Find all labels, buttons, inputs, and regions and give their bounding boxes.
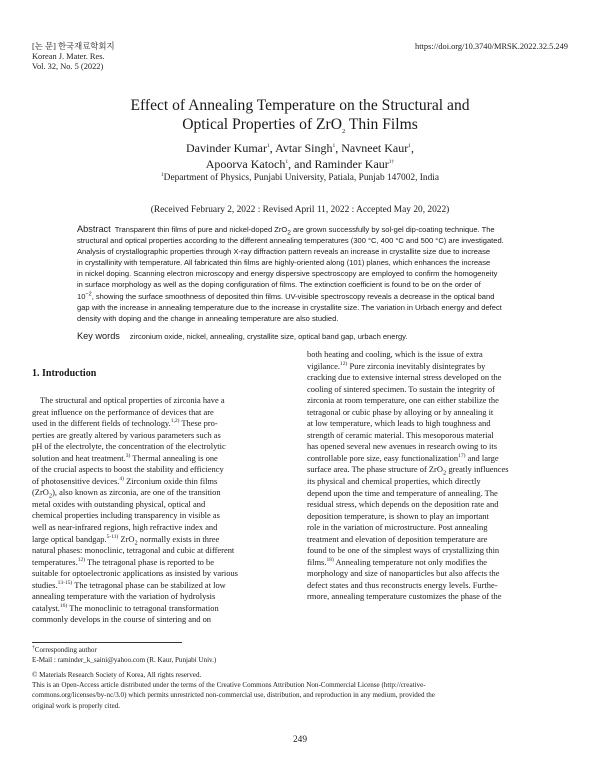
body-line: chemical properties including transparency in visible as bbox=[32, 510, 220, 521]
body-line: metal oxides with outstanding physical, optical and bbox=[32, 498, 206, 509]
body-line: at low temperature, which leads to high toughness and bbox=[307, 418, 491, 429]
body-line: both heating and cooling, which is the issue of extra bbox=[307, 349, 483, 359]
page-number: 249 bbox=[292, 735, 308, 745]
body-line: deposition temperature, is shown to play an important bbox=[307, 510, 489, 521]
abstract-line: Analysis of crystallographic properties through X-ray diffraction pattern reveals an increase in crystallite size due to increase bbox=[77, 247, 491, 257]
abstract-line: in crystallinity with temperature. All fabricated thin films are highly-oriented along (101) planes, which enhances the increase bbox=[77, 258, 491, 268]
author-line-2: Apoorva Katoch$^1$, and Raminder Kaur$^{1\dagger}$ bbox=[205, 157, 395, 171]
title-line-1: Effect of Annealing Temperature on the Structural and bbox=[130, 97, 470, 114]
body-line: surface area. The phase structure of ZrO$_2$ greatly influences bbox=[307, 464, 509, 478]
journal-header bbox=[32, 42, 115, 73]
body-line: natural phases: monoclinic, tetragonal and cubic at different bbox=[32, 545, 235, 556]
abstract-line: in nickel doping. Scanning electron microscopy and energy dispersive spectroscopy are employed to confirm the homogeneity bbox=[77, 269, 498, 279]
right-column bbox=[307, 349, 552, 603]
body-line: catalyst.$^{16)}$ The monoclinic to tetragonal transformation bbox=[32, 602, 219, 613]
license-block bbox=[32, 670, 569, 711]
author-line-1: Davinder Kumar$^1$, Avtar Singh$^1$, Navneet Kaur$^1$, bbox=[186, 141, 414, 155]
corresponding-email: E-Mail : raminder_k_saini@yahoo.com (R. Kaur, Punjabi Univ.) bbox=[32, 656, 217, 665]
footnote bbox=[32, 645, 216, 665]
body-line: of the crucial aspects to boost the stability and efficiency bbox=[32, 464, 224, 475]
abstract bbox=[77, 224, 527, 324]
abstract-line: Abstract Transparent thin films of pure and nickel-doped ZrO$_2$ are grown successfully by sol-gel dip-coating technique. The bbox=[77, 224, 495, 237]
journal-volume: Vol. 32, No. 5 (2022) bbox=[32, 62, 104, 72]
abstract-line: gap with the increase in annealing temperature due to the increase in crystallite size. The variation in Urbach energy and defect bbox=[77, 302, 502, 312]
received-dates: (Received February 2, 2022 : Revised April 11, 2022 : Accepted May 20, 2022) bbox=[150, 205, 450, 215]
body-line: (ZrO$_2$), also known as zirconia, are one of the transition bbox=[32, 487, 221, 501]
license-line: original work is properly cited. bbox=[32, 701, 121, 710]
affiliation: $^1$Department of Physics, Punjabi University, Patiala, Punjab 147002, India bbox=[160, 171, 440, 183]
corresponding-author: †Corresponding author bbox=[32, 644, 97, 654]
title-line-2: Optical Properties of ZrO$_2$ Thin Films bbox=[182, 116, 418, 136]
copyright-line: © Materials Research Society of Korea, All rights reserved. bbox=[32, 671, 202, 679]
body-line: of photosensitive devices.$^{4)}$ Zirconium oxide thin films bbox=[32, 475, 218, 486]
footnote-divider bbox=[32, 642, 182, 643]
body-line: suitable for optoelectronic applications as insisted by various bbox=[32, 568, 238, 579]
body-line: studies.$^{13-15)}$ The tetragonal phase can be stabilized at low bbox=[32, 579, 226, 590]
body-line: controllable pore size, easy functionalization$^{17)}$ and large bbox=[307, 452, 499, 463]
body-line: residual stress, which depends on the deposition rate and bbox=[307, 499, 499, 510]
author-list bbox=[0, 140, 600, 172]
keywords-label: Key words bbox=[77, 331, 120, 341]
body-line: strength of ceramic material. This mesoporous material bbox=[307, 429, 494, 440]
doi-link[interactable]: https://doi.org/10.3740/MRSK.2022.32.5.249 bbox=[415, 42, 568, 51]
body-line: depend upon the time and temperature of annealing. The bbox=[307, 487, 498, 498]
abstract-line: density with doping and the change in annealing temperature are also studied. bbox=[77, 313, 339, 323]
left-column bbox=[32, 395, 277, 626]
abstract-label: Abstract bbox=[77, 224, 111, 234]
body-line: pH of the electrolyte, the concentration of the electrolytic bbox=[32, 441, 226, 452]
body-line: annealing temperature with the variation of hydrolysis bbox=[32, 591, 216, 602]
korean-journal-label: [논 문] 한국재료학회지 bbox=[32, 42, 115, 51]
body-line: zirconia at room temperature, one can either stabilize the bbox=[307, 395, 499, 406]
body-line: found to be one of the simplest ways of crystallizing thin bbox=[307, 545, 500, 556]
body-line: solution and heat treatment.$^{3)}$ Thermal annealing is one bbox=[32, 452, 218, 463]
body-line: great influence on the performance of devices that are bbox=[32, 406, 214, 417]
body-line: vigilance.$^{12)}$ Pure zirconia inevitably disintegrates by bbox=[307, 360, 486, 371]
body-line: morphology and size of nanoparticles but also affects the bbox=[307, 568, 500, 579]
license-line: This is an Open-Access article distributed under the terms of the Creative Commons Attribution Non-Commercial License (http://creative- bbox=[32, 681, 426, 690]
paper-title bbox=[0, 96, 600, 134]
body-line: its physical and chemical properties, which directly bbox=[307, 476, 481, 487]
body-line: role in the variation of microstructure. Post annealing bbox=[307, 522, 488, 533]
body-line: rmore, annealing temperature customizes the phase of the bbox=[307, 591, 502, 602]
body-line: films.$^{18)}$ Annealing temperature not only modifies the bbox=[307, 556, 488, 567]
body-line: used in the different fields of technology.$^{1,2)}$ These pro- bbox=[32, 418, 218, 429]
journal-name: Korean J. Mater. Res. bbox=[32, 52, 105, 62]
abstract-line: $10^{-2}$, showing the surface smoothness of deposited thin films. UV-visible spectroscopy reveals a decrease in the optical band bbox=[77, 291, 495, 301]
body-line: cracking due to extensive internal stress developed on the bbox=[307, 372, 502, 383]
abstract-line: in surface morphology as well as the doping configuration of films. The extinction coefficient is found to be on the order of bbox=[77, 280, 481, 290]
license-line: commons.org/licenses/by-nc/3.0) which permits unrestricted non-commercial use, distribution, and reproduction in any medium, provided the bbox=[32, 691, 435, 700]
body-line: well as near-infrared regions, high refractive index and bbox=[32, 522, 218, 533]
body-line: The structural and optical properties of zirconia have a bbox=[40, 395, 225, 405]
body-line: large optical bandgap.$^{5-11)}$ ZrO$_2$ normally exists in three bbox=[32, 533, 220, 547]
keywords: Key words zirconium oxide, nickel, annealing, crystallite size, optical band gap, urbach energy. bbox=[77, 331, 408, 341]
body-line: perties are greatly altered by various parameters such as bbox=[32, 429, 221, 440]
body-line: cooling of sintered specimen. To sustain the integrity of bbox=[307, 383, 495, 394]
body-line: commonly develops in the course of sintering and on bbox=[32, 614, 212, 625]
section-heading: 1. Introduction bbox=[32, 368, 97, 379]
body-line: defect states and thus reconstructs energy levels. Furthe- bbox=[307, 579, 498, 590]
body-line: has opened several new avenues in research owing to its bbox=[307, 441, 498, 452]
abstract-line: structural and optical properties according to the different annealing temperatures (300 °C, 400 °C and 500 °C) are investigated. bbox=[77, 236, 504, 246]
body-line: tetragonal or cubic phase by alloying or by annealing it bbox=[307, 406, 494, 417]
body-line: temperatures.$^{12)}$ The tetragonal phase is reported to be bbox=[32, 556, 214, 567]
body-line: treatment and elevation of deposition temperature are bbox=[307, 533, 488, 544]
